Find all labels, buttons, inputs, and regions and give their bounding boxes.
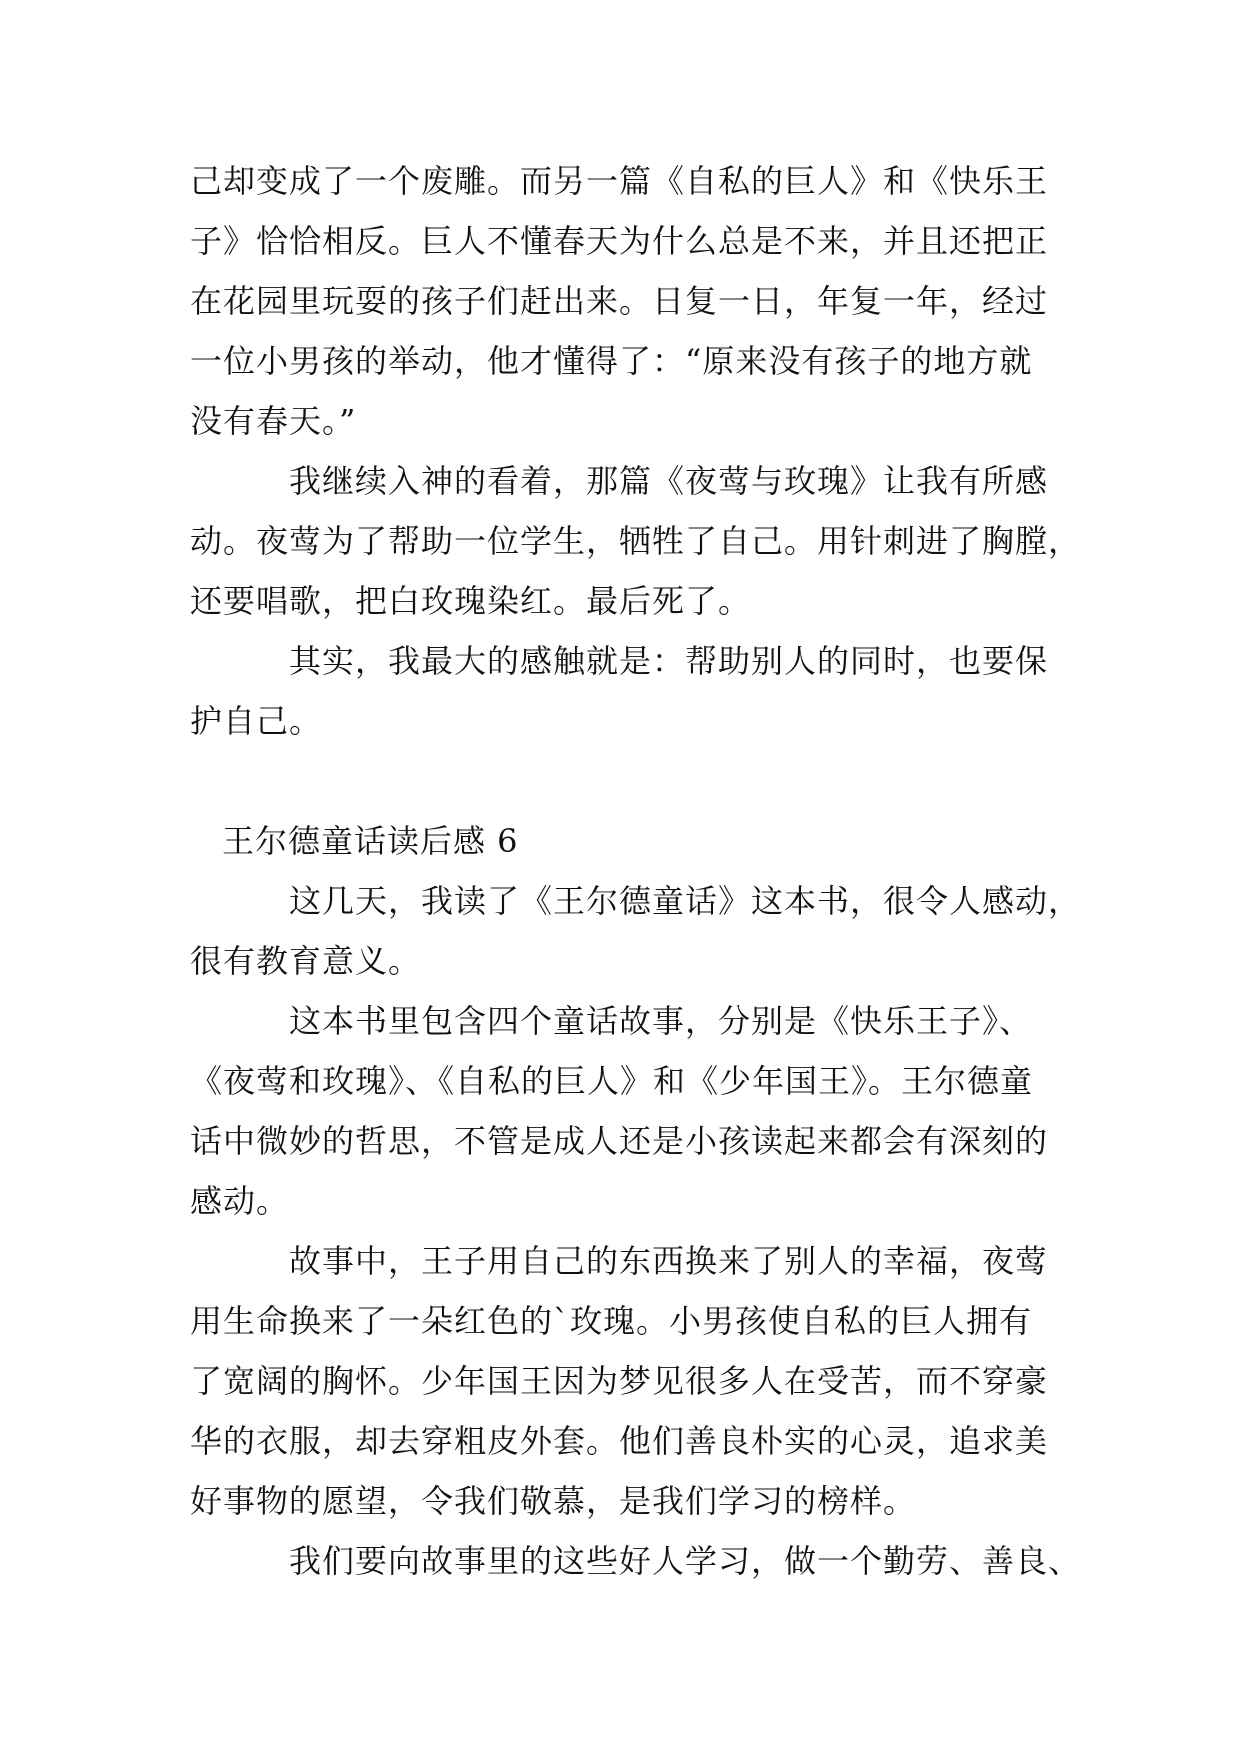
text-line: 己却变成了一个废雕。而另一篇《自私的巨人》和《快乐王 [190,162,1049,200]
section-title: 王尔德童话读后感 6 [222,822,519,860]
text-line: 我们要向故事里的这些好人学习，做一个勤劳、善良、 [190,1542,1082,1580]
text-line: 故事中，王子用自己的东西换来了别人的幸福，夜莺 [190,1242,1049,1280]
text-line: 话中微妙的哲思，不管是成人还是小孩读起来都会有深刻的 [190,1122,1049,1160]
text-line: 这几天，我读了《王尔德童话》这本书，很令人感动， [190,882,1082,920]
text-line: 没有春天。” [190,402,357,440]
text-line: 《夜莺和玫瑰》、《自私的巨人》和《少年国王》。王尔德童 [190,1062,1034,1100]
text-line: 好事物的愿望，令我们敬慕，是我们学习的榜样。 [190,1482,917,1520]
text-line: 护自己。 [190,702,323,740]
text-line: 其实，我最大的感触就是：帮助别人的同时，也要保 [190,642,1049,680]
text-line: 还要唱歌，把白玫瑰染红。最后死了。 [190,582,752,620]
text-line: 了宽阔的胸怀。少年国王因为梦见很多人在受苦，而不穿豪 [190,1362,1049,1400]
text-line: 感动。 [190,1182,290,1220]
text-line: 这本书里包含四个童话故事，分别是《快乐王子》、 [190,1002,1033,1040]
document-body [190,160,1082,1600]
text-line: 子》恰恰相反。巨人不懂春天为什么总是不来，并且还把正 [190,222,1049,260]
text-line: 我继续入神的看着，那篇《夜莺与玫瑰》让我有所感 [190,462,1049,500]
text-line: 在花园里玩耍的孩子们赶出来。日复一日，年复一年，经过 [190,282,1049,320]
text-line: 一位小男孩的举动，他才懂得了：“原来没有孩子的地方就 [190,342,1033,380]
text-line: 动。夜莺为了帮助一位学生，牺牲了自己。用针刺进了胸膛， [190,522,1082,560]
text-line: 用生命换来了一朵红色的`玫瑰。小男孩使自私的巨人拥有 [190,1302,1033,1340]
text-line: 很有教育意义。 [190,942,422,980]
section-gap [190,760,1060,820]
text-line: 华的衣服，却去穿粗皮外套。他们善良朴实的心灵，追求美 [190,1422,1049,1460]
